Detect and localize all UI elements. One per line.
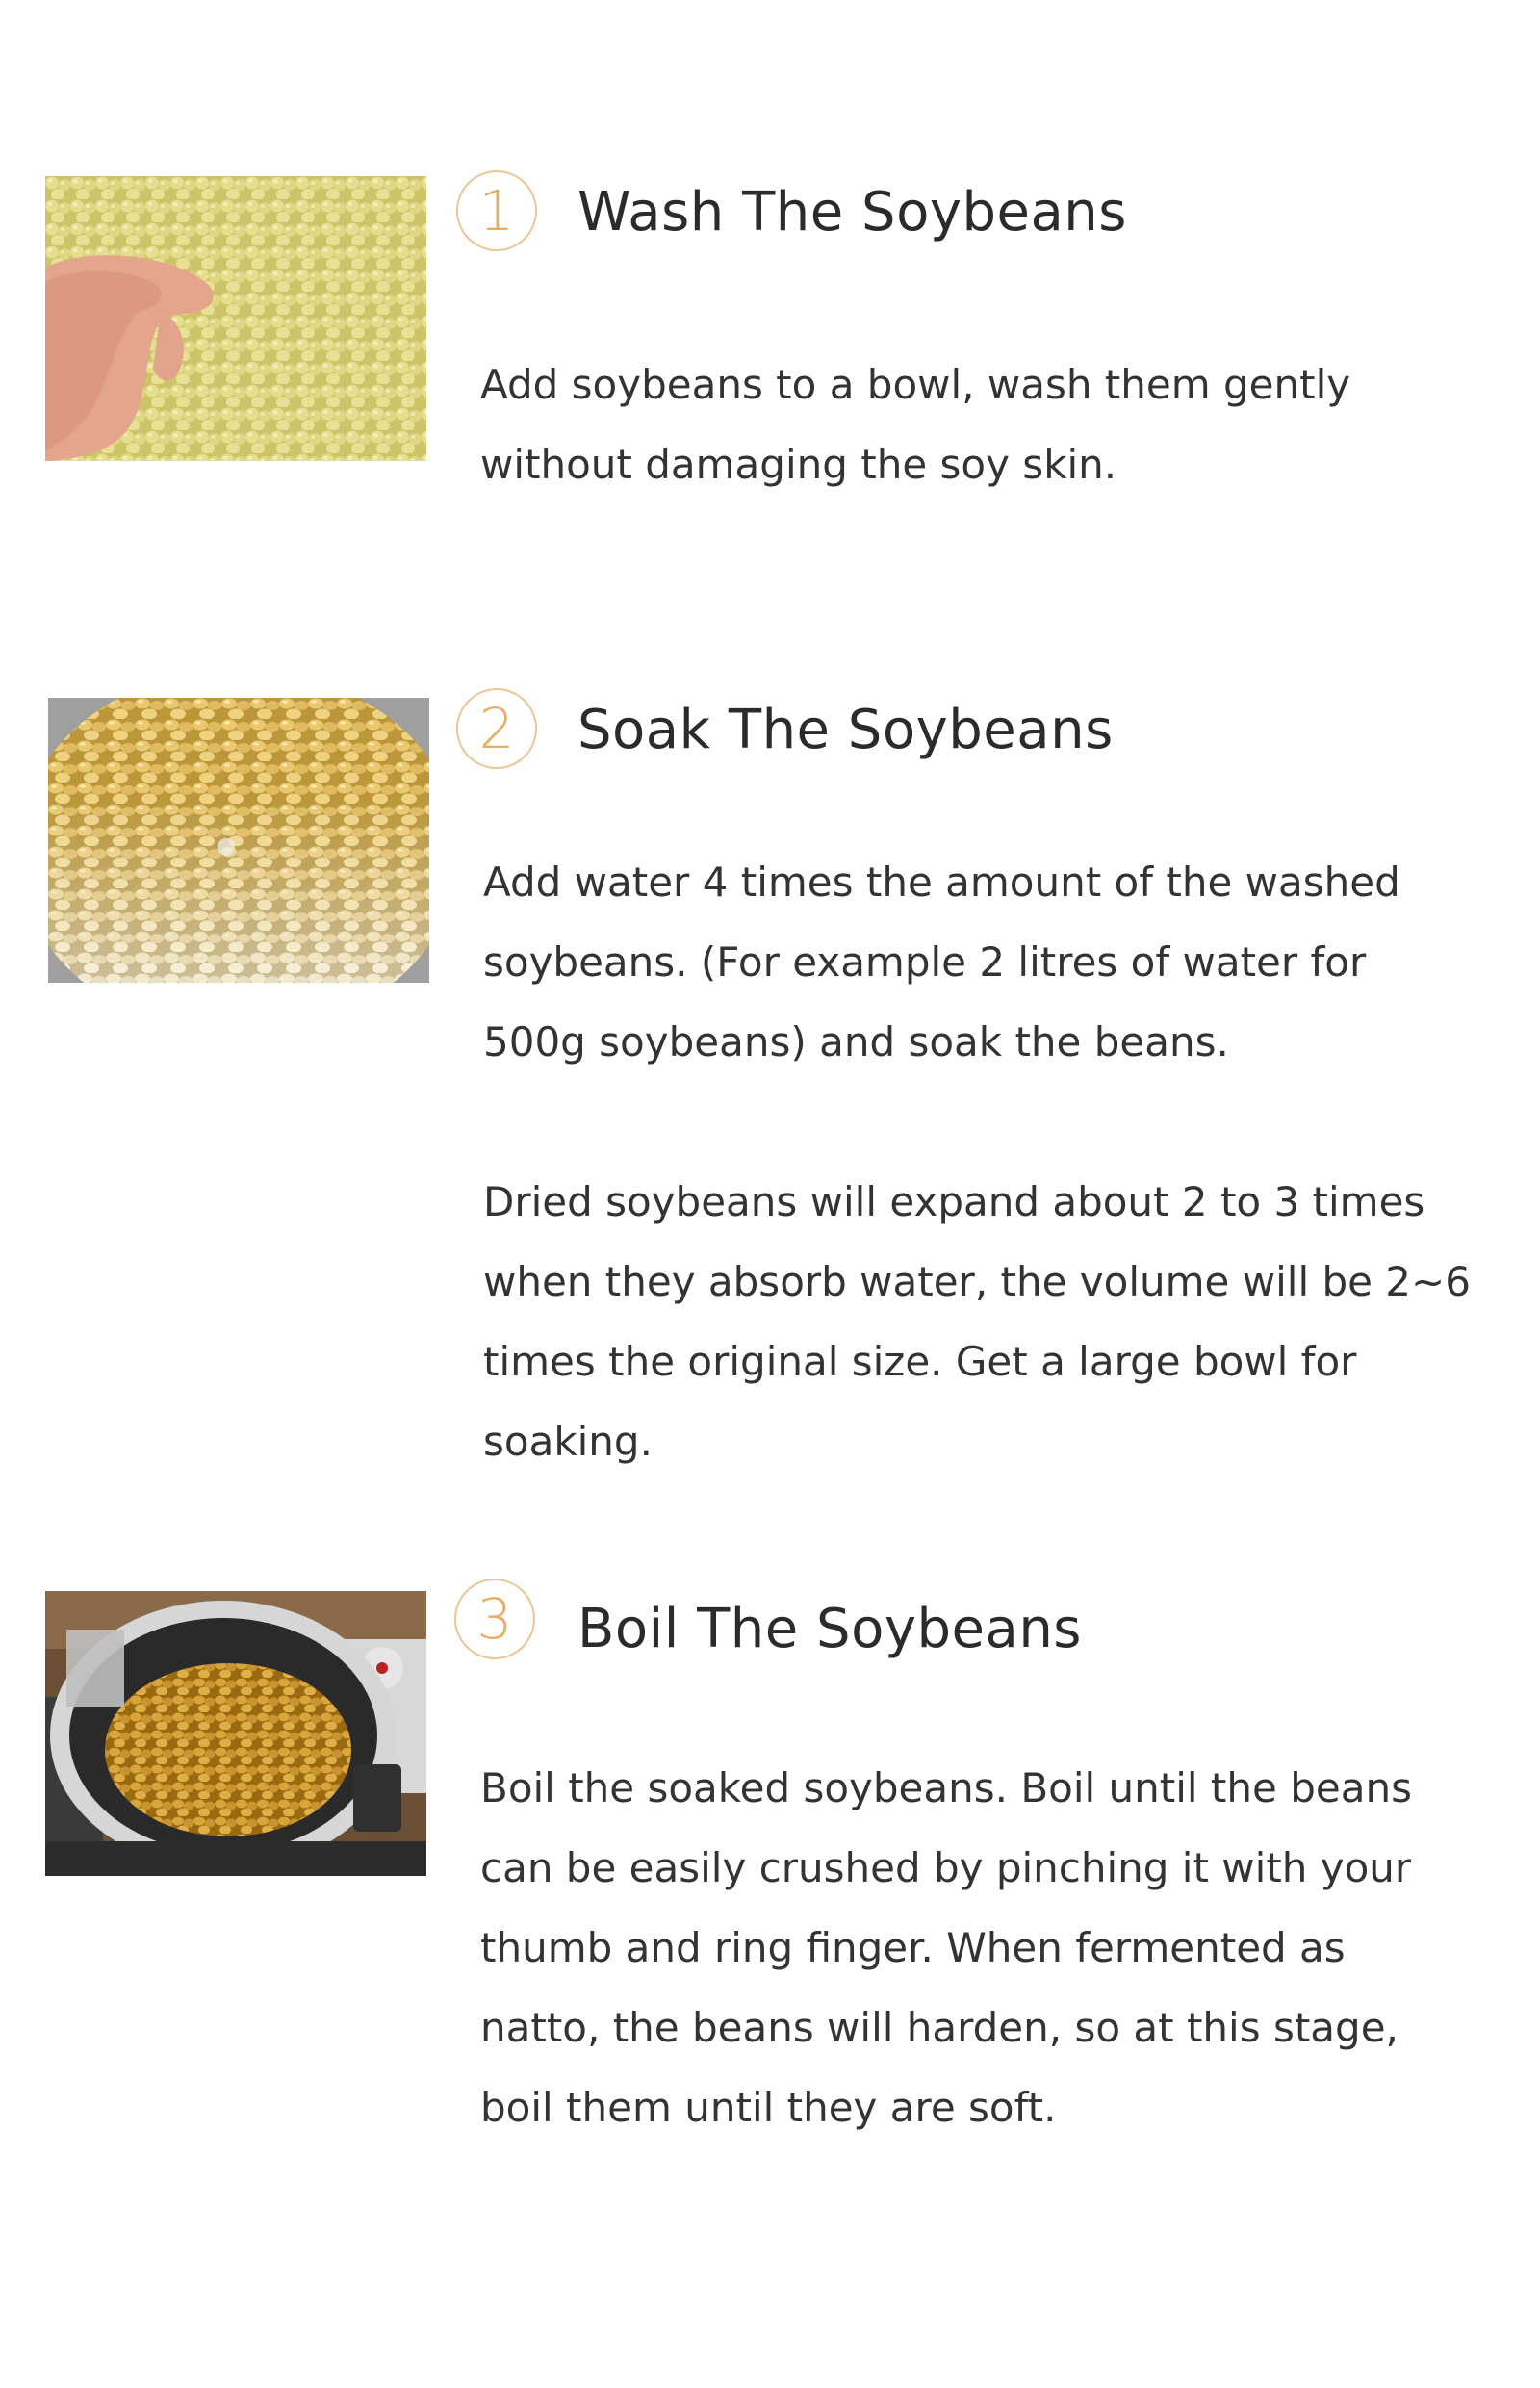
step-3-title: Boil The Soybeans: [578, 1598, 1082, 1660]
wash-soybeans-photo: [45, 176, 426, 461]
step-1-title: Wash The Soybeans: [578, 181, 1127, 244]
step-3-number-badge: 3: [454, 1579, 535, 1659]
step-1-number-badge: 1: [456, 170, 537, 251]
step-1-description: Add soybeans to a bowl, wash them gently without damaging the soy skin.: [480, 361, 1351, 488]
step-2-note: Dried soybeans will expand about 2 to 3 times when they absorb water, the volume will be 2~6 times the original size. Get a large bowl for soaking.: [483, 1178, 1471, 1465]
step-2-description: Add water 4 times the amount of the washed soybeans. (For example 2 litres of water for 500g soybeans) and soak the beans.: [483, 859, 1400, 1066]
step-3-description: Boil the soaked soybeans. Boil until the beans can be easily crushed by pinching it with your thumb and ring finger. When fermented as natto, the beans will harden, so at this stage, boil them until they are soft.: [480, 1764, 1412, 2131]
step-2-title: Soak The Soybeans: [578, 699, 1114, 761]
boil-soybeans-photo: [45, 1591, 426, 1876]
step-2-number-badge: 2: [456, 688, 537, 769]
soak-soybeans-photo: [48, 698, 429, 983]
